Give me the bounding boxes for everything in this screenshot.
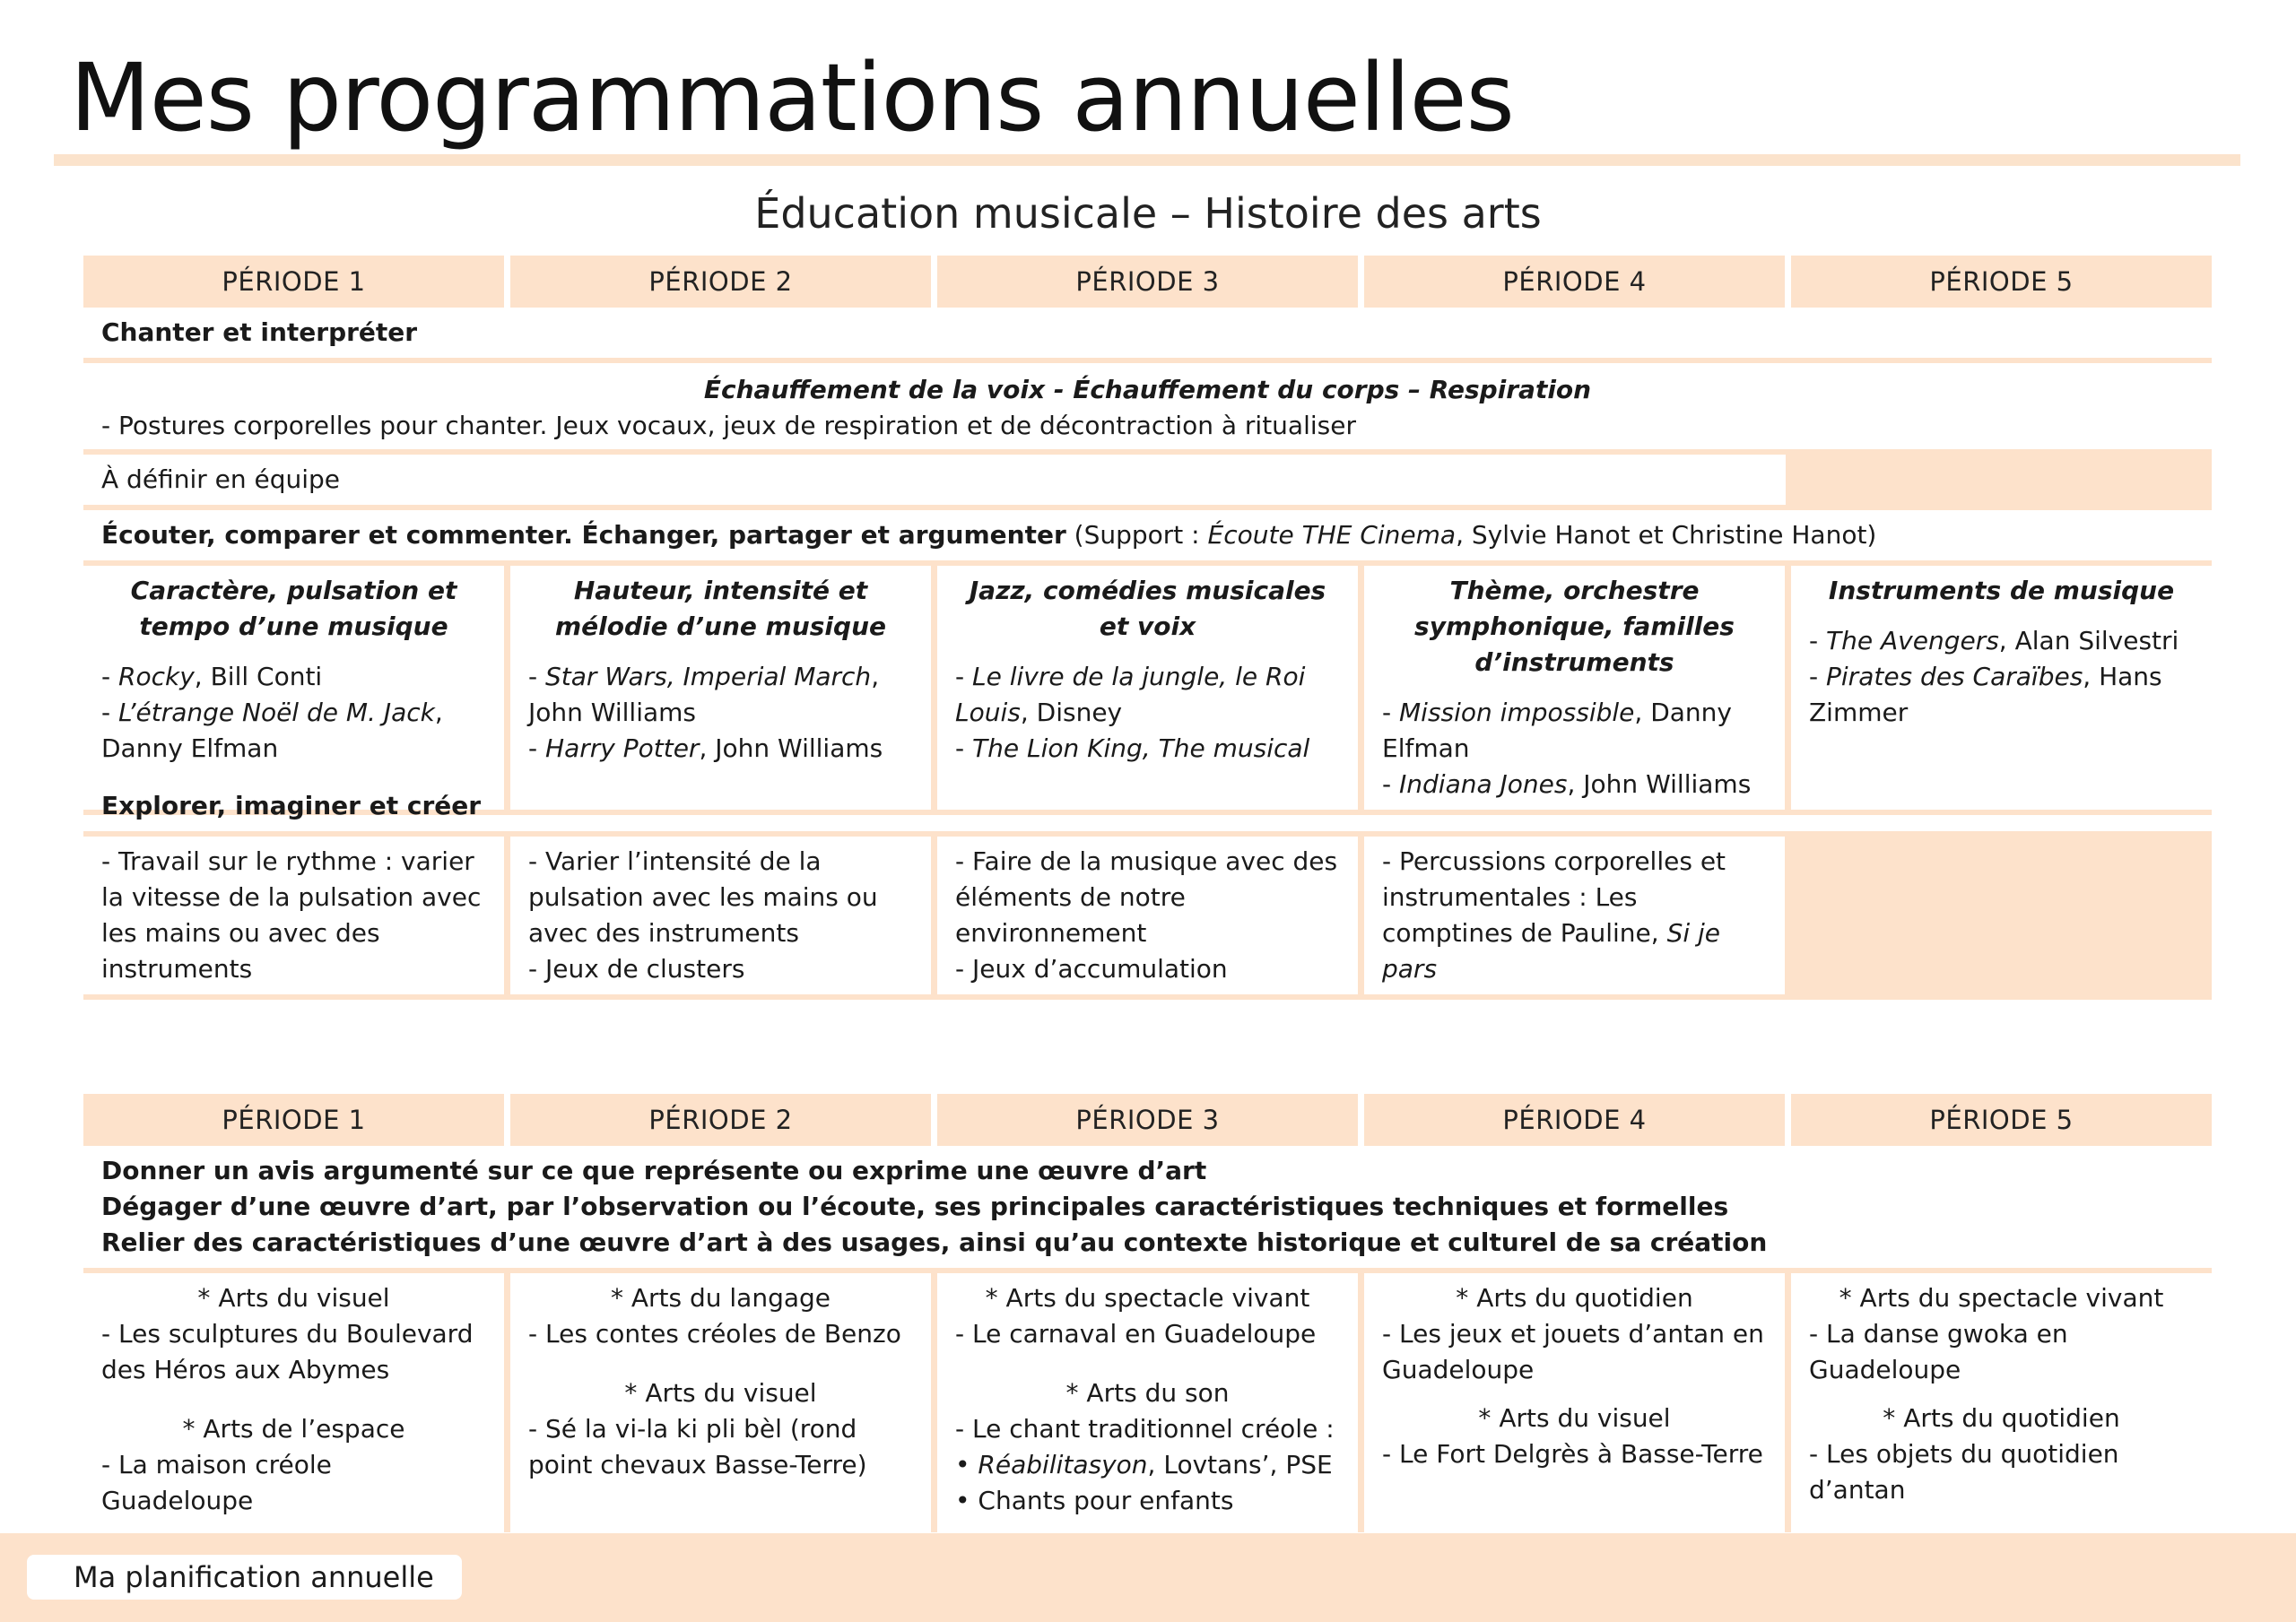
explorer-cell-3 bbox=[937, 837, 1358, 1000]
explorer-cell-4 bbox=[1364, 837, 1785, 1000]
period-header-5: PÉRIODE 5 bbox=[1791, 256, 2212, 308]
art-cell-2-line-1: - Les contes créoles de Benzo bbox=[528, 1319, 901, 1349]
art-cell-2-title-2: * Arts du visuel bbox=[624, 1378, 817, 1408]
explorer-cell-3-line-1: - Faire de la musique avec des éléments de notre environnement bbox=[955, 846, 1338, 948]
annual-planning-tab[interactable]: Ma planification annuelle bbox=[27, 1555, 462, 1600]
music-program-table bbox=[83, 256, 2212, 1000]
ecouter-support-title: Écoute THE Cinema bbox=[1207, 520, 1457, 550]
art-cell-4-line-1: - Les jeux et jouets d’antan en Guadeloupe bbox=[1382, 1319, 1764, 1384]
period-header-1: PÉRIODE 1 bbox=[83, 256, 504, 308]
ecouter-cell-1-line-2: - L’étrange Noël de M. Jack, Danny Elfman bbox=[101, 698, 443, 763]
ecouter-cell-2-title: Hauteur, intensité et mélodie d’une musique bbox=[554, 576, 886, 641]
art-cell-1-line-2: - La maison créole Guadeloupe bbox=[101, 1450, 332, 1515]
ecouter-support-prefix: (Support : bbox=[1065, 520, 1208, 550]
art-cell-3-line-2: - Le chant traditionnel créole : bbox=[955, 1414, 1335, 1444]
ecouter-cell-4-line-2: - Indiana Jones, John Williams bbox=[1382, 769, 1752, 799]
art-cell-4 bbox=[1364, 1273, 1785, 1527]
warmup-text: - Postures corporelles pour chanter. Jeux vocaux, jeux de respiration et de décontraction à ritualiser bbox=[101, 411, 1356, 440]
team-empty-cell bbox=[1786, 455, 2212, 505]
ecouter-cell-2-line-1: - Star Wars, Imperial March, John Williams bbox=[528, 662, 880, 727]
ecouter-heading-text: Écouter, comparer et commenter. Échanger, partager et argumenter bbox=[101, 520, 1066, 550]
ecouter-support-suffix: , Sylvie Hanot et Christine Hanot) bbox=[1456, 520, 1877, 550]
ecouter-heading bbox=[83, 510, 2212, 566]
page-subtitle: Éducation musicale – Histoire des arts bbox=[754, 189, 1542, 238]
ecouter-cells bbox=[83, 566, 2212, 799]
ecouter-cell-2 bbox=[510, 566, 931, 815]
title-underline bbox=[54, 154, 2240, 166]
period-header-2-5: PÉRIODE 5 bbox=[1791, 1094, 2212, 1146]
ecouter-cell-3 bbox=[937, 566, 1358, 815]
art-cell-4-title-1: * Arts du quotidien bbox=[1456, 1283, 1693, 1313]
art-cell-3-line-1: - Le carnaval en Guadeloupe bbox=[955, 1319, 1317, 1349]
ecouter-cell-5-line-2: - Pirates des Caraïbes, Hans Zimmer bbox=[1809, 662, 2162, 727]
ecouter-cell-1-title: Caractère, pulsation et tempo d’une musique bbox=[130, 576, 457, 641]
art-cells bbox=[83, 1273, 2212, 1527]
period-header-row bbox=[83, 256, 2212, 308]
chanter-heading-text: Chanter et interpréter bbox=[101, 317, 418, 347]
explorer-cell-2-line-1: - Varier l’intensité de la pulsation avec les mains ou avec des instruments bbox=[528, 846, 878, 948]
period-header-row-2 bbox=[83, 1094, 2212, 1146]
art-cell-3-bullet-2: • Chants pour enfants bbox=[955, 1486, 1234, 1515]
explorer-cell-5 bbox=[1791, 837, 2212, 1000]
art-history-table bbox=[83, 1094, 2212, 1527]
art-cell-4-title-2: * Arts du visuel bbox=[1478, 1403, 1671, 1433]
explorer-cell-4-line-1: - Percussions corporelles et instrumentales : Les comptines de Pauline, Si je pars bbox=[1382, 846, 1726, 984]
objective-3: Relier des caractéristiques d’une œuvre d’art à des usages, ainsi qu’au contexte historique et culturel de sa création bbox=[101, 1227, 1768, 1257]
ecouter-cell-5-title: Instruments de musique bbox=[1828, 576, 2175, 605]
ecouter-cell-3-title: Jazz, comédies musicales et voix bbox=[969, 576, 1326, 641]
ecouter-cell-4-line-1: - Mission impossible, Danny Elfman bbox=[1382, 698, 1732, 763]
art-cell-3-bullet-1: • Réabilitasyon, Lovtans’, PSE bbox=[955, 1450, 1333, 1479]
art-cell-2-title-1: * Arts du langage bbox=[610, 1283, 831, 1313]
explorer-cell-2-line-2: - Jeux de clusters bbox=[528, 954, 745, 984]
art-cell-1-title-2: * Arts de l’espace bbox=[182, 1414, 405, 1444]
art-cell-2-line-2: - Sé la vi-la ki pli bèl (rond point chevaux Basse-Terre) bbox=[528, 1414, 867, 1479]
objective-2: Dégager d’une œuvre d’art, par l’observation ou l’écoute, ses principales caractéristiques techniques et formelles bbox=[101, 1192, 1729, 1221]
art-cell-4-line-2: - Le Fort Delgrès à Basse-Terre bbox=[1382, 1439, 1763, 1469]
art-cell-5-line-1: - La danse gwoka en Guadeloupe bbox=[1809, 1319, 2068, 1384]
ecouter-cell-4-title: Thème, orchestre symphonique, familles d’instruments bbox=[1414, 576, 1735, 677]
period-header-2-2: PÉRIODE 2 bbox=[510, 1094, 931, 1146]
period-header-2-4: PÉRIODE 4 bbox=[1364, 1094, 1785, 1146]
explorer-heading-text: Explorer, imaginer et créer bbox=[101, 791, 482, 820]
art-cell-3-title-2: * Arts du son bbox=[1065, 1378, 1230, 1408]
art-cell-1-line-1: - Les sculptures du Boulevard des Héros aux Abymes bbox=[101, 1319, 474, 1384]
explorer-cell-3-line-2: - Jeux d’accumulation bbox=[955, 954, 1228, 984]
page-title: Mes programmations annuelles bbox=[70, 43, 1514, 152]
period-header-2: PÉRIODE 2 bbox=[510, 256, 931, 308]
chanter-heading bbox=[83, 308, 2212, 363]
art-cell-2 bbox=[510, 1273, 931, 1527]
ecouter-cell-5 bbox=[1791, 566, 2212, 815]
art-cell-1-title-1: * Arts du visuel bbox=[197, 1283, 390, 1313]
art-cell-5 bbox=[1791, 1273, 2212, 1527]
explorer-cell-1-line-1: - Travail sur le rythme : varier la vitesse de la pulsation avec les mains ou avec des instruments bbox=[101, 846, 482, 984]
ecouter-cell-1 bbox=[83, 566, 504, 815]
ecouter-cell-4 bbox=[1364, 566, 1785, 815]
ecouter-cell-2-line-2: - Harry Potter, John Williams bbox=[528, 733, 883, 763]
explorer-cell-2 bbox=[510, 837, 931, 1000]
objective-1: Donner un avis argumenté sur ce que représente ou exprime une œuvre d’art bbox=[101, 1156, 1207, 1185]
explorer-cells bbox=[83, 837, 2212, 1000]
period-header-3: PÉRIODE 3 bbox=[937, 256, 1358, 308]
objectives-row bbox=[83, 1146, 2212, 1273]
ecouter-cell-3-line-1: - Le livre de la jungle, le Roi Louis, Disney bbox=[955, 662, 1306, 727]
art-cell-5-title-2: * Arts du quotidien bbox=[1883, 1403, 2120, 1433]
art-cell-5-line-2: - Les objets du quotidien d’antan bbox=[1809, 1439, 2119, 1505]
warmup-title: Échauffement de la voix - Échauffement du corps – Respiration bbox=[703, 375, 1592, 404]
explorer-cell-1 bbox=[83, 837, 504, 1000]
team-row bbox=[83, 455, 2212, 510]
period-header-2-3: PÉRIODE 3 bbox=[937, 1094, 1358, 1146]
footer-bar bbox=[0, 1533, 2296, 1622]
explorer-heading bbox=[83, 781, 2212, 837]
art-cell-5-title-1: * Arts du spectacle vivant bbox=[1839, 1283, 2164, 1313]
art-cell-1 bbox=[83, 1273, 504, 1527]
period-header-4: PÉRIODE 4 bbox=[1364, 256, 1785, 308]
ecouter-cell-5-line-1: - The Avengers, Alan Silvestri bbox=[1809, 626, 2179, 655]
period-header-2-1: PÉRIODE 1 bbox=[83, 1094, 504, 1146]
art-cell-3 bbox=[937, 1273, 1358, 1527]
team-text: À définir en équipe bbox=[101, 464, 341, 494]
art-cell-3-title-1: * Arts du spectacle vivant bbox=[985, 1283, 1310, 1313]
ecouter-cell-1-line-1: - Rocky, Bill Conti bbox=[101, 662, 323, 691]
warmup-row bbox=[83, 363, 2212, 455]
ecouter-cell-3-line-2: - The Lion King, The musical bbox=[955, 733, 1310, 763]
